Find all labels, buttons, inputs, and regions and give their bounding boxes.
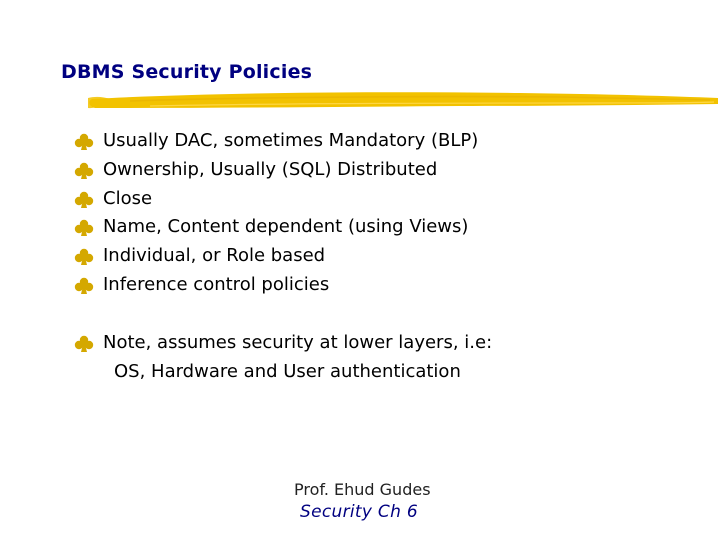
bullet-text: Ownership, Usually (SQL) Distributed — [103, 158, 438, 180]
club-icon — [74, 335, 94, 353]
footer-author: Prof. Ehud Gudes — [294, 480, 431, 499]
list-item — [74, 242, 478, 271]
list-item — [74, 127, 478, 156]
list-item — [74, 271, 478, 300]
club-icon — [74, 191, 94, 209]
list-item — [74, 185, 478, 214]
club-icon — [74, 277, 94, 295]
list-item — [74, 156, 478, 185]
note-item — [74, 329, 492, 387]
club-icon — [74, 162, 94, 180]
brush-tip — [88, 97, 110, 108]
bullet-text: Individual, or Role based — [103, 245, 326, 267]
footer-course: Security Ch 6 — [300, 502, 418, 522]
brush-streak — [130, 97, 710, 101]
brush-stroke — [89, 92, 718, 108]
club-icon — [74, 133, 94, 151]
slide-title: DBMS Security Policies — [61, 61, 313, 83]
bullet-text: Inference control policies — [103, 273, 330, 295]
note-text-line2: OS, Hardware and User authentication — [114, 360, 461, 382]
bullet-text: Close — [103, 187, 153, 209]
brush-streak-2 — [150, 102, 714, 106]
club-icon — [74, 248, 94, 266]
note-text-line1: Note, assumes security at lower layers, i.e: — [103, 332, 493, 353]
club-icon — [74, 219, 94, 237]
bullet-list — [74, 127, 478, 300]
list-item — [74, 213, 478, 242]
bullet-text: Name, Content dependent (using Views) — [103, 216, 469, 238]
bullet-text: Usually DAC, sometimes Mandatory (BLP) — [103, 130, 479, 151]
